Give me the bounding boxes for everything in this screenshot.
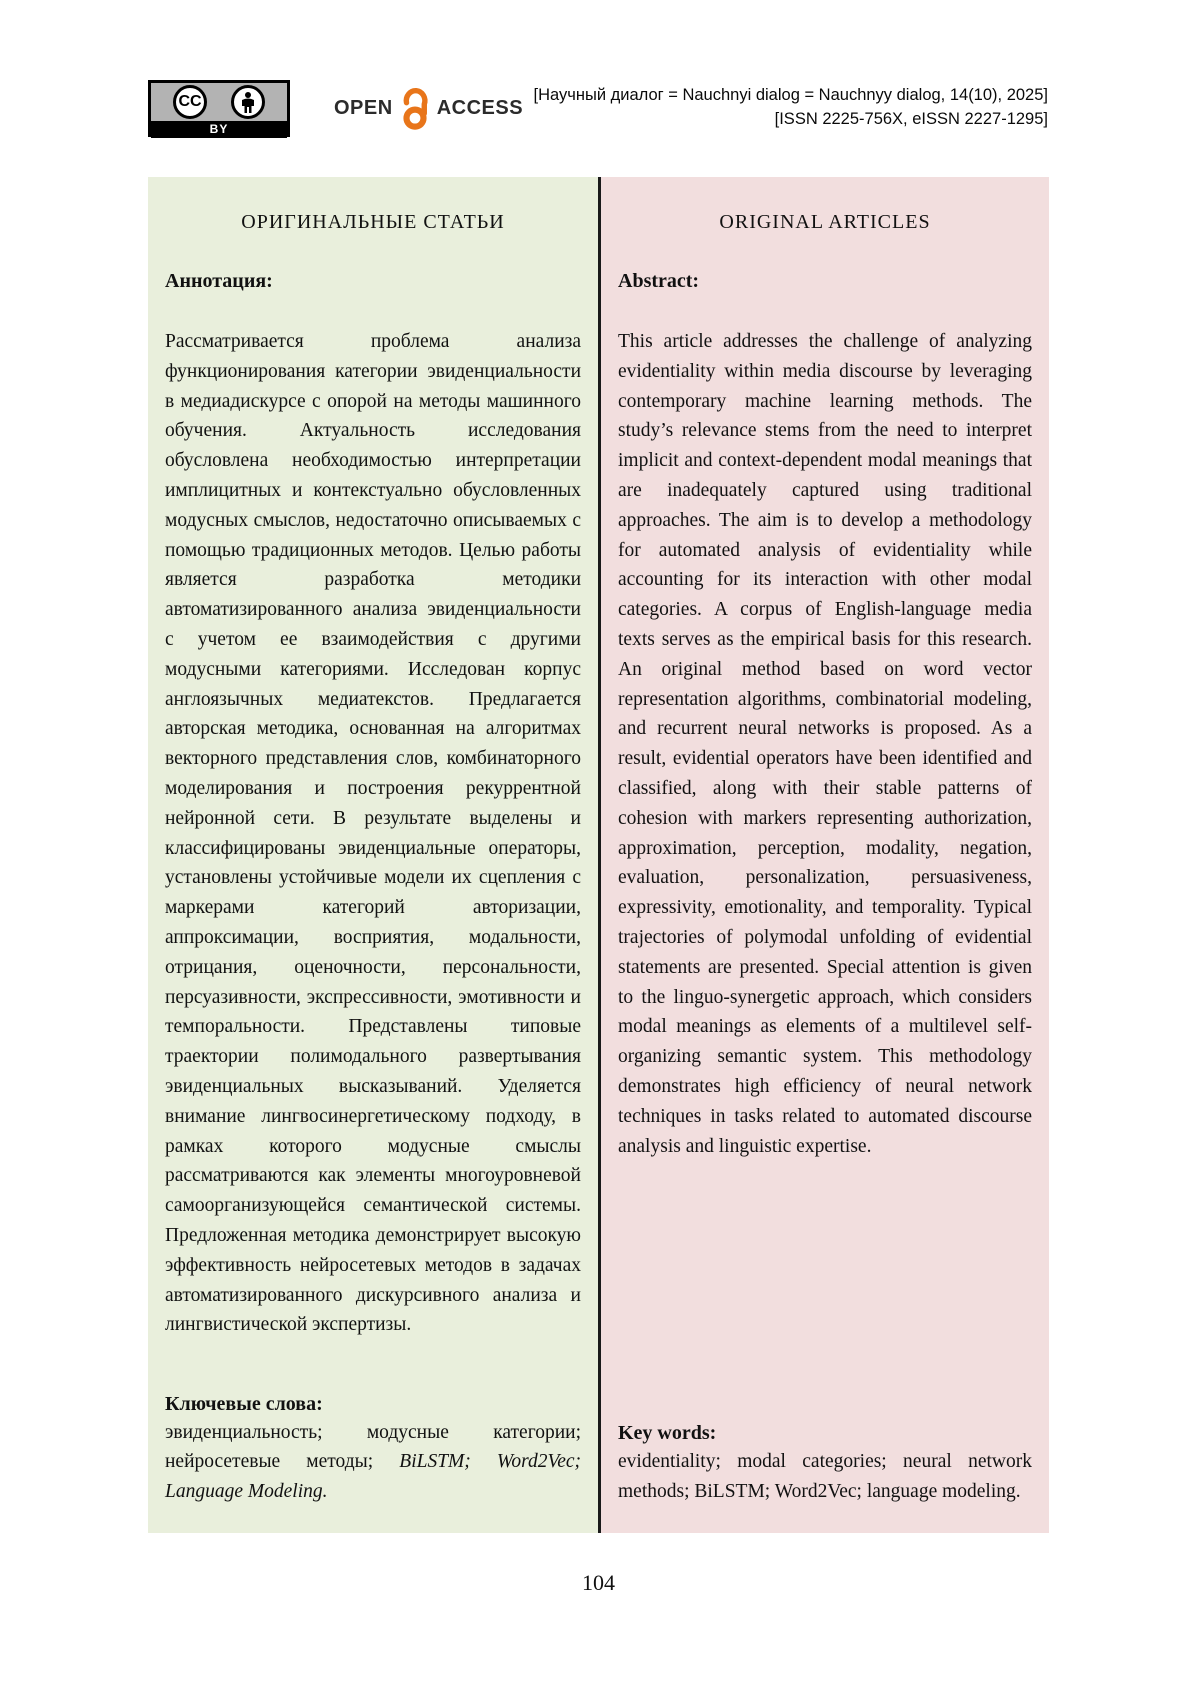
russian-abstract-column [148, 177, 598, 1533]
by-label: BY [151, 121, 287, 138]
cc-icon: CC [173, 85, 207, 119]
open-access-logo [334, 79, 523, 137]
keywords-label-en: Key words: [618, 1422, 717, 1445]
journal-citation-line1: [Научный диалог = Nauchnyi dialog = Nauchnyy dialog, 14(10), 2025] [533, 86, 1048, 105]
abstract-label-en: Abstract: [618, 270, 700, 292]
keywords-text-en: evidentiality; modal categories; neural network methods; BiLSTM; Word2Vec; language modeling. [618, 1451, 1032, 1503]
abstract-label-ru: Аннотация: [165, 270, 273, 292]
keywords-label-ru: Ключевые слова: [165, 1392, 323, 1415]
access-label: ACCESS [436, 96, 524, 119]
section-title-en: ORIGINAL ARTICLES [719, 211, 931, 233]
keywords-block-en [618, 1422, 1032, 1507]
journal-citation [534, 84, 1048, 132]
keywords-regular-ru: эвиденциальность; модусные категории; нейросетевые методы; [165, 1421, 581, 1473]
abstract-columns [148, 177, 1049, 1533]
page-number: 104 [582, 1570, 615, 1595]
open-lock-icon [398, 79, 432, 137]
attribution-person-icon [231, 85, 265, 119]
section-title-ru: ОРИГИНАЛЬНЫЕ СТАТЬИ [241, 211, 505, 233]
english-abstract-column [601, 177, 1049, 1533]
cc-badge-icons [151, 83, 287, 121]
keywords-italic-ru: BiLSTM; Word2Vec; Language Modeling. [165, 1451, 581, 1503]
abstract-text-ru: Рассматривается проблема анализа функционирования категории эвиденциальности в медиадискурсе с опорой на методы машинного обучения. Актуальность исследования обусловлена необходимостью интерпретации имплицитных и контекстуально обусловленных модусных смыслов, недостаточно описываемых с помощью традиционных методов. Целью работы является разработка методики автоматизированного анализа эвиденциальности с учетом ее взаимодействия с другими модусными категориями. Исследован корпус англоязычных медиатекстов. Предлагается авторская методика, основанная на алгоритмах векторного представления слов, комбинаторного моделирования и построения рекуррентной нейронной сети. В результате выделены и классифицированы эвиденциальные операторы, установлены устойчивые модели их сцепления с маркерами категорий авторизации, аппроксимации, восприятия, модальности, отрицания, оценочности, персональности, персуазивности, экспрессивности, эмотивности и темпоральности. Представлены типовые траектории полимодального развертывания эвиденциальных высказываний. Уделяется внимание лингвосинергетическому подходу, в рамках которого модусные смыслы рассматриваются как элементы многоуровневой самоорганизующейся семантической системы. Предложенная методика демонстрирует высокую эффективность нейросетевых методов в задачах автоматизированного дискурсивного анализа и лингвистической экспертизы. [165, 331, 581, 1336]
cc-by-badge [148, 80, 290, 137]
abstract-text-en: This article addresses the challenge of analyzing evidentiality within media discourse by leveraging contemporary machine learning methods. The study’s relevance stems from the need to interpret implicit and context-dependent modal meanings that are inadequately captured using traditional approaches. The aim is to develop a methodology for automated analysis of evidentiality while accounting for its interaction with other modal categories. A corpus of English-language media texts serves as the empirical basis for this research. An original method based on word vector representation algorithms, combinatorial modeling, and recurrent neural networks is proposed. As a result, evidential operators have been identified and classified, along with their stable patterns of cohesion with markers representing authorization, approximation, perception, modality, negation, evaluation, personalization, persuasiveness, expressivity, emotionality, and temporality. Typical trajectories of polymodal unfolding of evidential statements are presented. Special attention is given to the linguo-synergetic approach, which considers modal meanings as elements of a multilevel self-organizing semantic system. This methodology demonstrates high efficiency of neural network techniques in tasks related to automated discourse analysis and linguistic expertise. [618, 331, 1032, 1157]
journal-citation-line2: [ISSN 2225-756X, eISSN 2227-1295] [774, 110, 1048, 128]
open-label: OPEN [334, 96, 393, 119]
page-header [148, 78, 1048, 138]
keywords-text-ru [165, 1418, 581, 1507]
keywords-block-ru [165, 1393, 581, 1507]
